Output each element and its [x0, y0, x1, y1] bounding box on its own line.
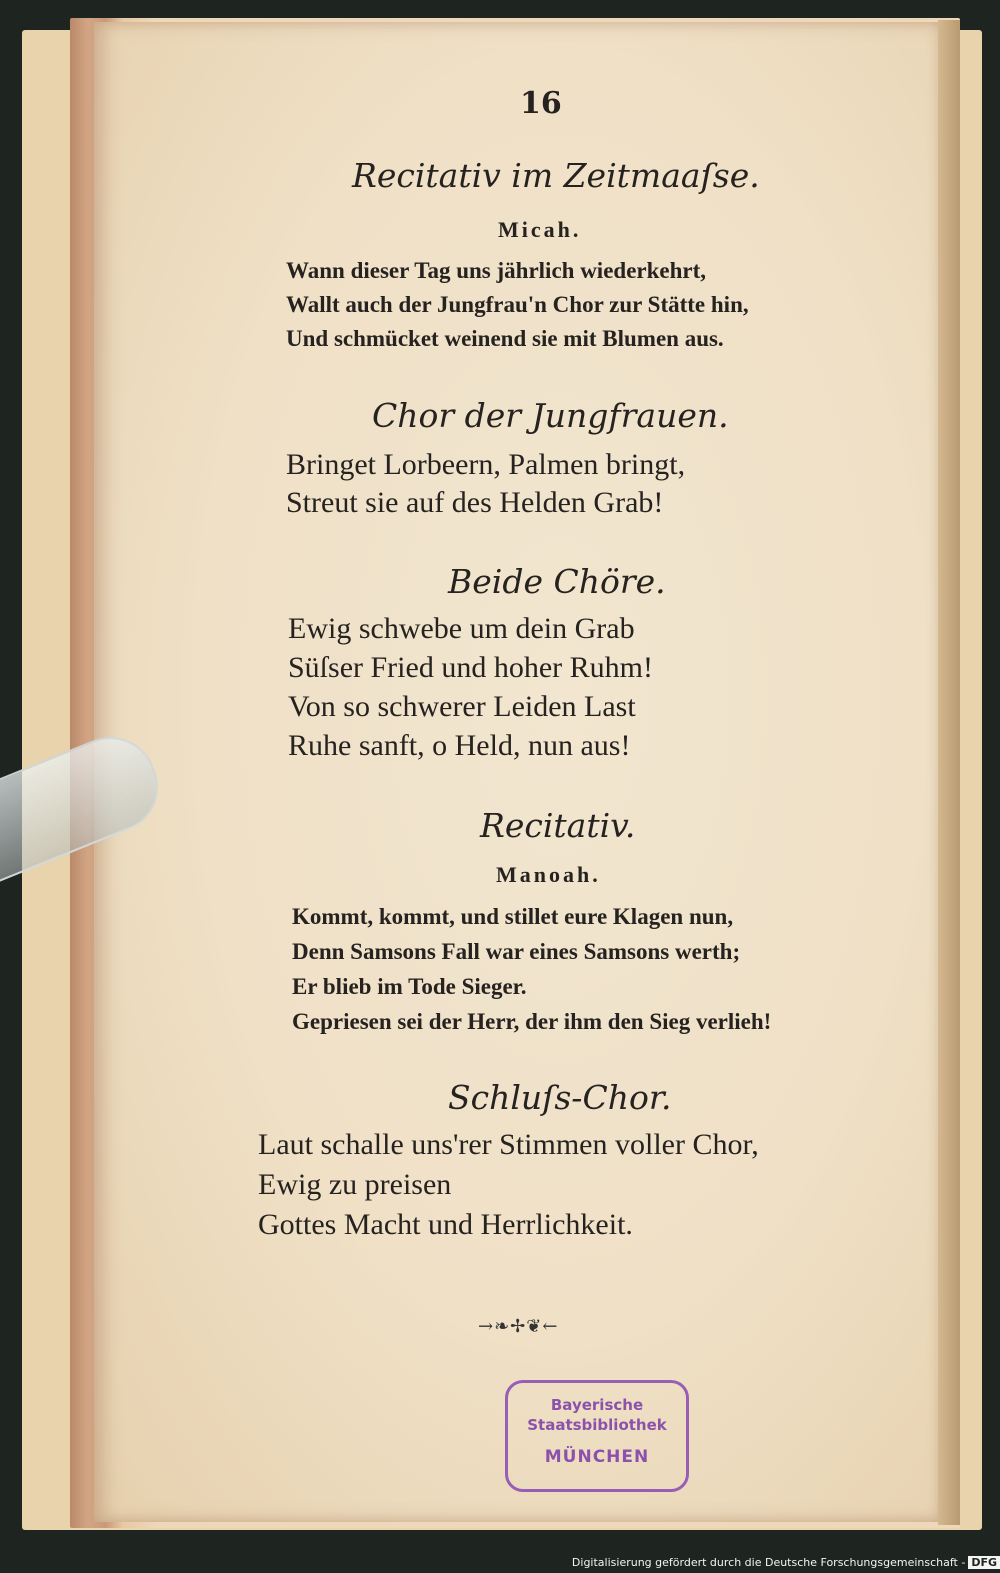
- digitization-credit: [572, 1556, 1000, 1569]
- dfg-logo: DFG: [968, 1556, 1000, 1569]
- verse-line: Kommt, kommt, und stillet eure Klagen nun,: [292, 904, 734, 929]
- section-heading-beide-choere: Beide Chöre.: [448, 562, 666, 601]
- stamp-city: MÜNCHEN: [544, 1447, 650, 1467]
- section-heading-schluss-chor: Schluſs-Chor.: [448, 1078, 672, 1117]
- verse-line: Wann dieser Tag uns jährlich wiederkehrt,: [286, 258, 707, 283]
- verse-line: Laut schalle uns'rer Stimmen voller Chor,: [258, 1128, 759, 1161]
- verse-line: Ewig zu preisen: [258, 1168, 452, 1201]
- ornament-divider: →❧✢❦←: [478, 1316, 559, 1337]
- verse-line: Und schmücket weinend sie mit Blumen aus.: [286, 326, 724, 351]
- verse-line: Denn Samsons Fall war eines Samsons werth;: [292, 939, 741, 964]
- credit-text: Digitalisierung gefördert durch die Deutsche Forschungsgemeinschaft -: [571, 1556, 966, 1569]
- speaker-manoah: Manoah.: [496, 862, 601, 887]
- verse-line: Wallt auch der Jungfrau'n Chor zur Stätte hin,: [286, 292, 749, 317]
- verse-line: Gottes Macht und Herrlichkeit.: [258, 1208, 633, 1241]
- stamp-text-line1: Bayerische: [550, 1396, 644, 1414]
- verse-line: Bringet Lorbeern, Palmen bringt,: [286, 448, 686, 481]
- section-heading-chor-der-jungfrauen: Chor der Jungfrauen.: [372, 396, 729, 435]
- verse-line: Von so schwerer Leiden Last: [288, 690, 636, 723]
- page-number: 16: [520, 86, 562, 121]
- verse-line: Er blieb im Tode Sieger.: [292, 974, 527, 999]
- stamp-text-line2: Staatsbibliothek: [527, 1416, 667, 1434]
- verse-line: Gepriesen sei der Herr, der ihm den Sieg verlieh!: [292, 1009, 772, 1034]
- verse-line: Ewig schwebe um dein Grab: [288, 612, 635, 645]
- verse-line: Ruhe sanft, o Held, nun aus!: [288, 729, 631, 762]
- section-heading-recitativ-zeitmaasse: Recitativ im Zeitmaaſse.: [352, 156, 760, 195]
- facing-page-edge: [938, 20, 960, 1525]
- book-page: [94, 22, 940, 1522]
- verse-line: Streut sie auf des Helden Grab!: [286, 486, 664, 519]
- speaker-micah: Micah.: [498, 217, 582, 242]
- section-heading-recitativ: Recitativ.: [480, 806, 636, 845]
- verse-line: Süſser Fried und hoher Ruhm!: [288, 651, 653, 684]
- library-stamp: [505, 1380, 689, 1492]
